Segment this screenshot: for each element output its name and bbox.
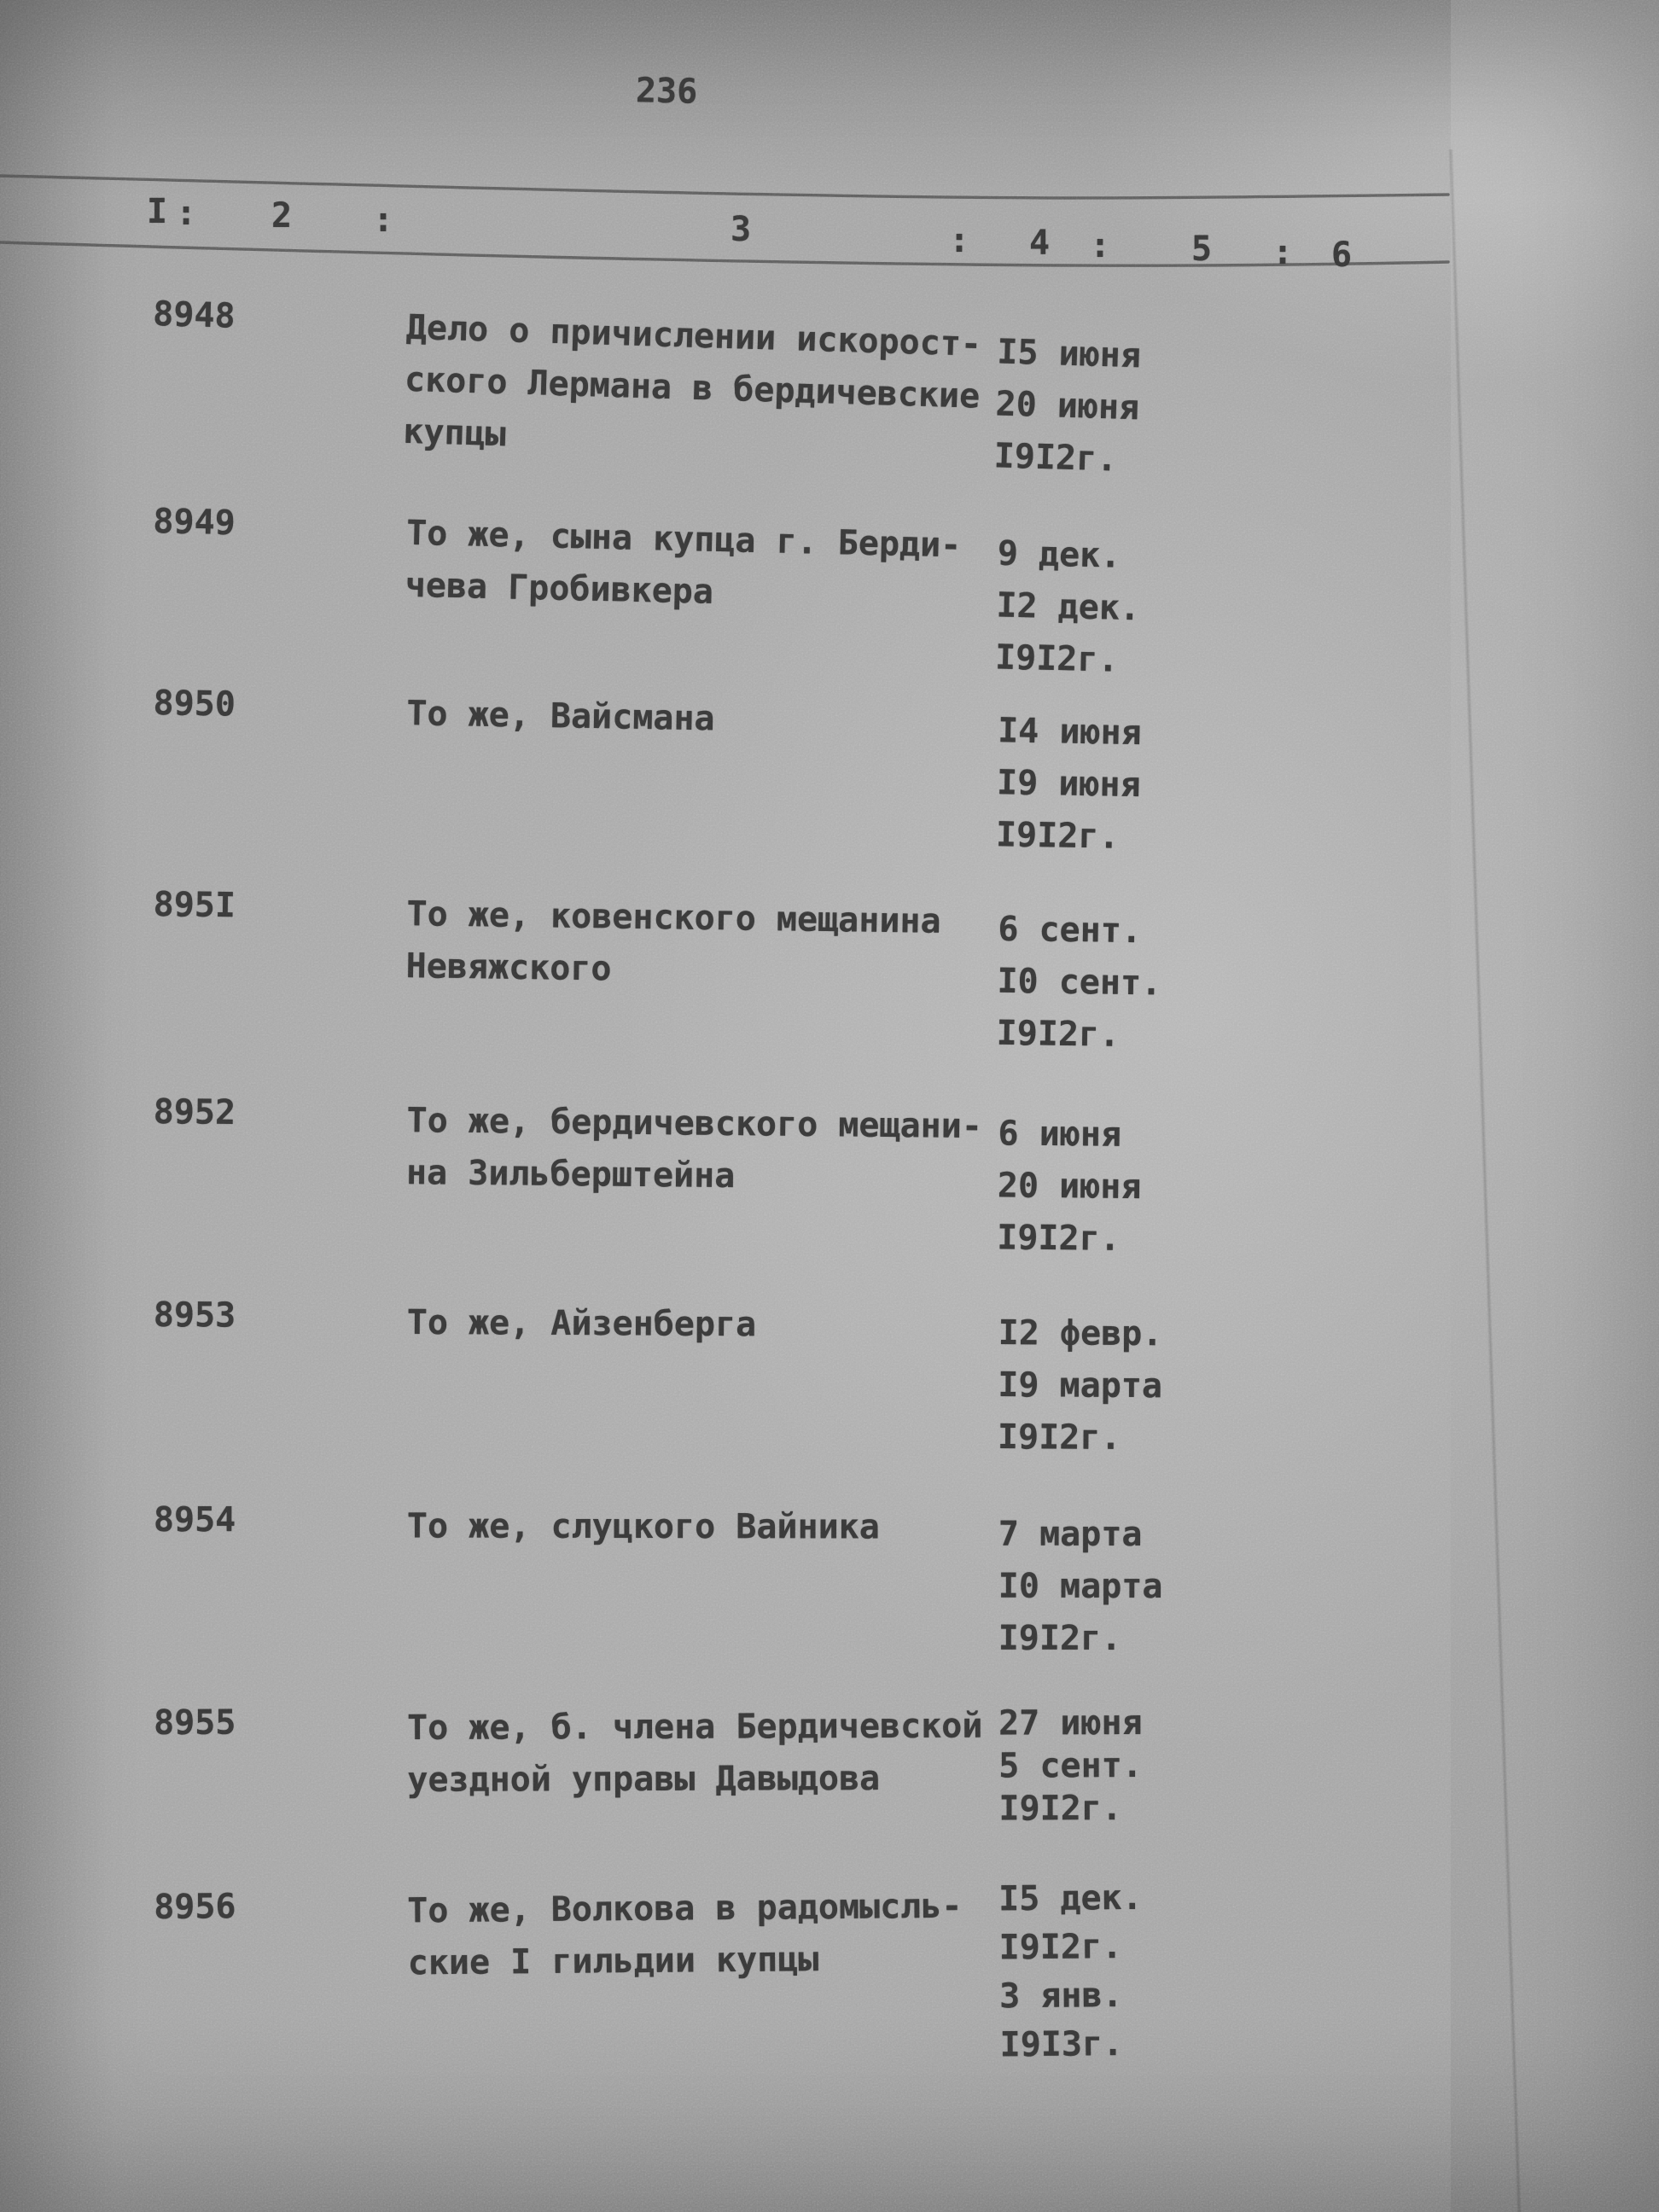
row-dates [993,319,1280,491]
row-number: 8952 [153,1092,236,1133]
text-line: То же, б. члена Бердичевской [407,1706,983,1748]
text-line: I9I2г. [998,1618,1122,1658]
text-line: на Зильберштейна [405,1153,736,1196]
text-line: I0 сент. [997,961,1162,1004]
text-line: 20 июня [997,1166,1142,1208]
row-number: 8950 [153,684,236,725]
row-dates [994,521,1279,690]
header-cell: 2 [271,196,293,236]
text-line: То же, Волкова в радомысль- [407,1886,963,1931]
text-line: I9 июня [996,763,1142,806]
row-description [406,1095,1004,1205]
text-line: I9I2г. [998,1927,1123,1968]
text-line: То же, Вайсмана [406,694,716,739]
text-line: уездной управы Давыдова [407,1759,881,1800]
text-line: I4 июня [997,711,1143,754]
row-number: 8955 [154,1703,236,1743]
row-description [407,1297,1004,1353]
row-description [407,1701,1004,1807]
row-dates [997,1101,1280,1266]
header-cell: : [1272,233,1294,272]
row-description [406,688,1004,750]
text-line: ского Лермана в бердичевские [404,359,981,416]
text-line: I9I2г. [997,1417,1121,1458]
text-line: ские I гильдии купцы [407,1940,819,1983]
table-row [152,502,1468,680]
row-description [407,1501,1004,1554]
text-line: I2 дек. [995,585,1141,629]
table-row [154,1877,1468,2065]
text-line: То же, ковенского мещанина [406,894,941,941]
text-line: I9I2г. [996,1013,1121,1055]
row-number: 8953 [153,1295,236,1336]
text-line: Невяжского [405,946,612,989]
text-line: I9I2г. [994,637,1120,680]
text-line: 6 июня [998,1114,1122,1155]
table-row [152,294,1467,480]
row-number: 8954 [153,1500,236,1540]
text-line: I9I3г. [999,2024,1124,2065]
row-number: 8956 [154,1887,236,1927]
row-description [402,302,1004,476]
text-line: 9 дек. [997,533,1121,576]
text-line: I9I2г. [995,815,1120,857]
header-cell: : [1090,226,1111,265]
row-description [405,508,1004,626]
text-line: I5 июня [996,332,1142,376]
table-row [153,1295,1468,1458]
row-description [405,888,1004,1001]
text-line: купцы [402,411,507,455]
table-row [153,1092,1468,1259]
row-dates [996,698,1280,866]
text-line: То же, Айзенберга [406,1302,757,1345]
row-number: 895I [153,885,236,926]
page-edge-shading [1451,0,1659,2212]
text-line: I2 февр. [998,1313,1163,1354]
text-line: 7 марта [998,1514,1143,1555]
text-line: 6 сент. [998,909,1143,952]
text-line: I5 дек. [998,1877,1143,1919]
header-cell: : [373,201,394,240]
header-cell: 4 [1029,224,1051,263]
header-cell: 5 [1191,230,1213,269]
text-line: То же, слуцкого Вайника [406,1506,880,1547]
text-line: 5 сент. [998,1745,1143,1786]
header-cell: I [147,192,168,231]
text-line: Дело о причислении искорост- [405,307,982,364]
header-cell: : [949,221,970,260]
table-row [153,1500,1468,1658]
text-line: 3 янв. [998,1976,1123,2017]
row-description [407,1880,1005,1989]
header-cell: 3 [731,210,752,249]
row-dates [998,1502,1280,1666]
row-number: 8949 [152,502,236,544]
text-line: То же, сына купца г. Берди- [405,513,962,566]
text-line: 27 июня [998,1703,1143,1743]
table-row [154,1699,1468,1829]
row-dates [996,897,1280,1064]
page-number: 236 [635,71,698,112]
row-dates [998,1699,1281,1830]
text-line: 20 июня [994,384,1140,428]
text-line: чева Гробивкера [405,565,714,612]
row-dates [998,1872,1282,2069]
header-cell: : [176,194,197,233]
row-dates [998,1301,1280,1465]
text-line: I9I2г. [997,1218,1121,1259]
text-line: I9I2г. [998,1789,1123,1829]
text-line: I9 марта [998,1365,1163,1406]
text-line: I0 марта [998,1566,1163,1607]
row-number: 8948 [152,294,236,336]
header-cell: 6 [1331,236,1353,275]
text-line: То же, бердичевского мещани- [406,1101,983,1147]
table-row [153,885,1468,1055]
text-line: I9I2г. [993,436,1118,480]
